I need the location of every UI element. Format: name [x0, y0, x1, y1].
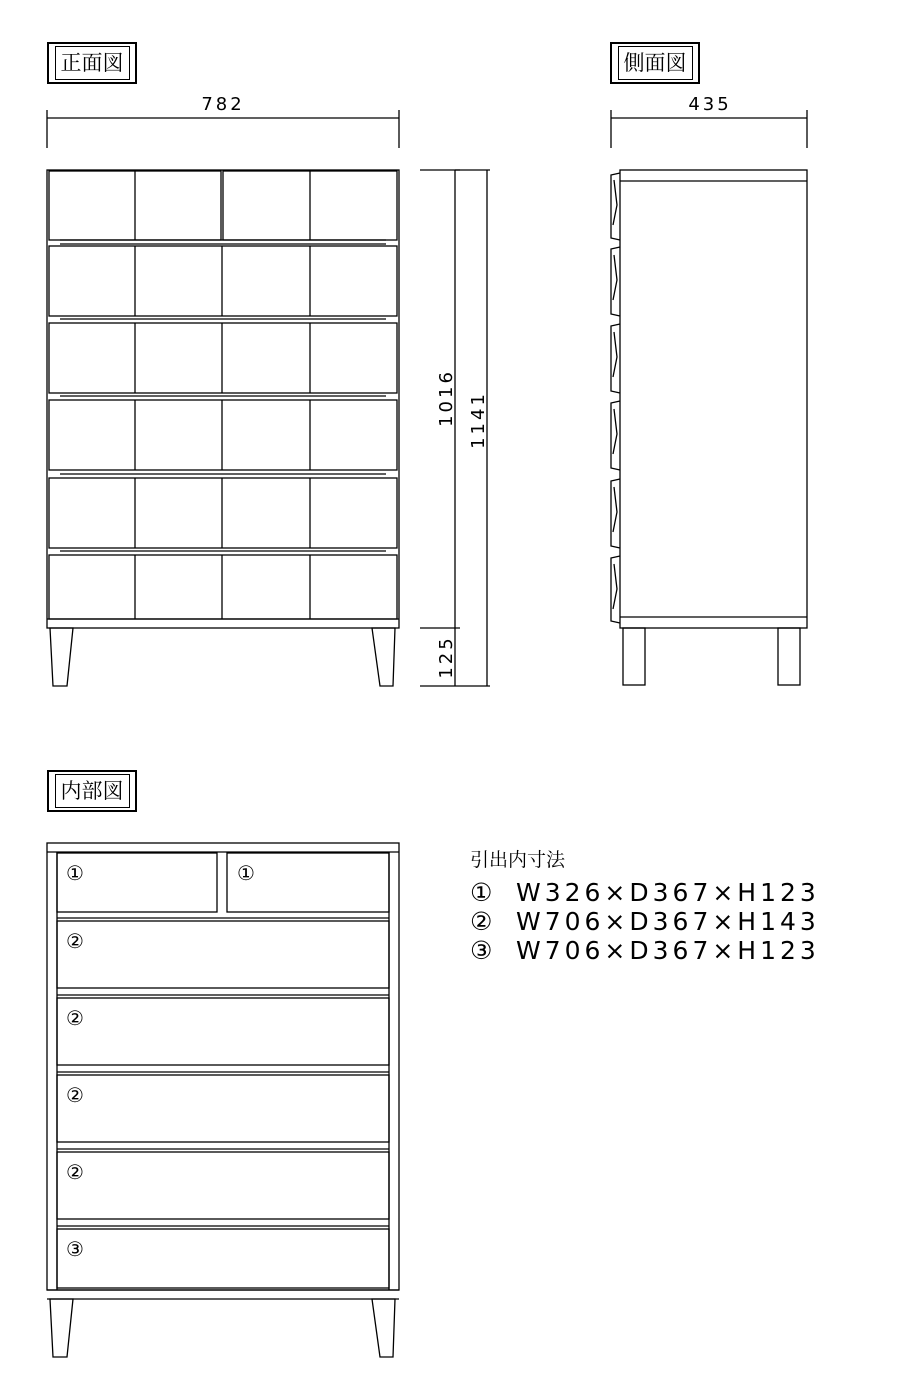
- spec-row-1-size: W326×D367×H123: [516, 878, 820, 907]
- marker-drawer-2b: ②: [66, 1006, 84, 1030]
- total-height-dimension: 1141: [468, 391, 489, 449]
- side-depth-dimension: 435: [688, 94, 732, 115]
- marker-drawer-2c: ②: [66, 1083, 84, 1107]
- spec-row-3: [470, 936, 820, 965]
- side-view-label-text: 側面図: [618, 46, 693, 80]
- front-width-dimension: 782: [201, 94, 245, 115]
- drawer-specs: [470, 845, 820, 965]
- front-view: [47, 110, 490, 686]
- interior-view: [47, 843, 399, 1357]
- spec-row-2: [470, 907, 820, 936]
- leg-height-dimension: 125: [436, 635, 457, 679]
- spec-row-1: [470, 878, 820, 907]
- spec-row-2-size: W706×D367×H143: [516, 907, 820, 936]
- spec-row-1-marker: ①: [470, 878, 493, 907]
- side-view: [611, 110, 807, 685]
- spec-row-2-marker: ②: [470, 907, 493, 936]
- drawer-specs-title: 引出内寸法: [470, 849, 566, 871]
- marker-drawer-2d: ②: [66, 1160, 84, 1184]
- spec-row-3-size: W706×D367×H123: [516, 936, 820, 965]
- body-height-dimension: 1016: [436, 369, 457, 427]
- marker-top-right: ①: [237, 861, 255, 885]
- marker-drawer-3: ③: [66, 1237, 84, 1261]
- marker-top-left: ①: [66, 861, 84, 885]
- interior-view-label-text: 内部図: [55, 774, 130, 808]
- front-view-label-text: 正面図: [55, 46, 130, 80]
- marker-drawer-2a: ②: [66, 929, 84, 953]
- spec-row-3-marker: ③: [470, 936, 493, 965]
